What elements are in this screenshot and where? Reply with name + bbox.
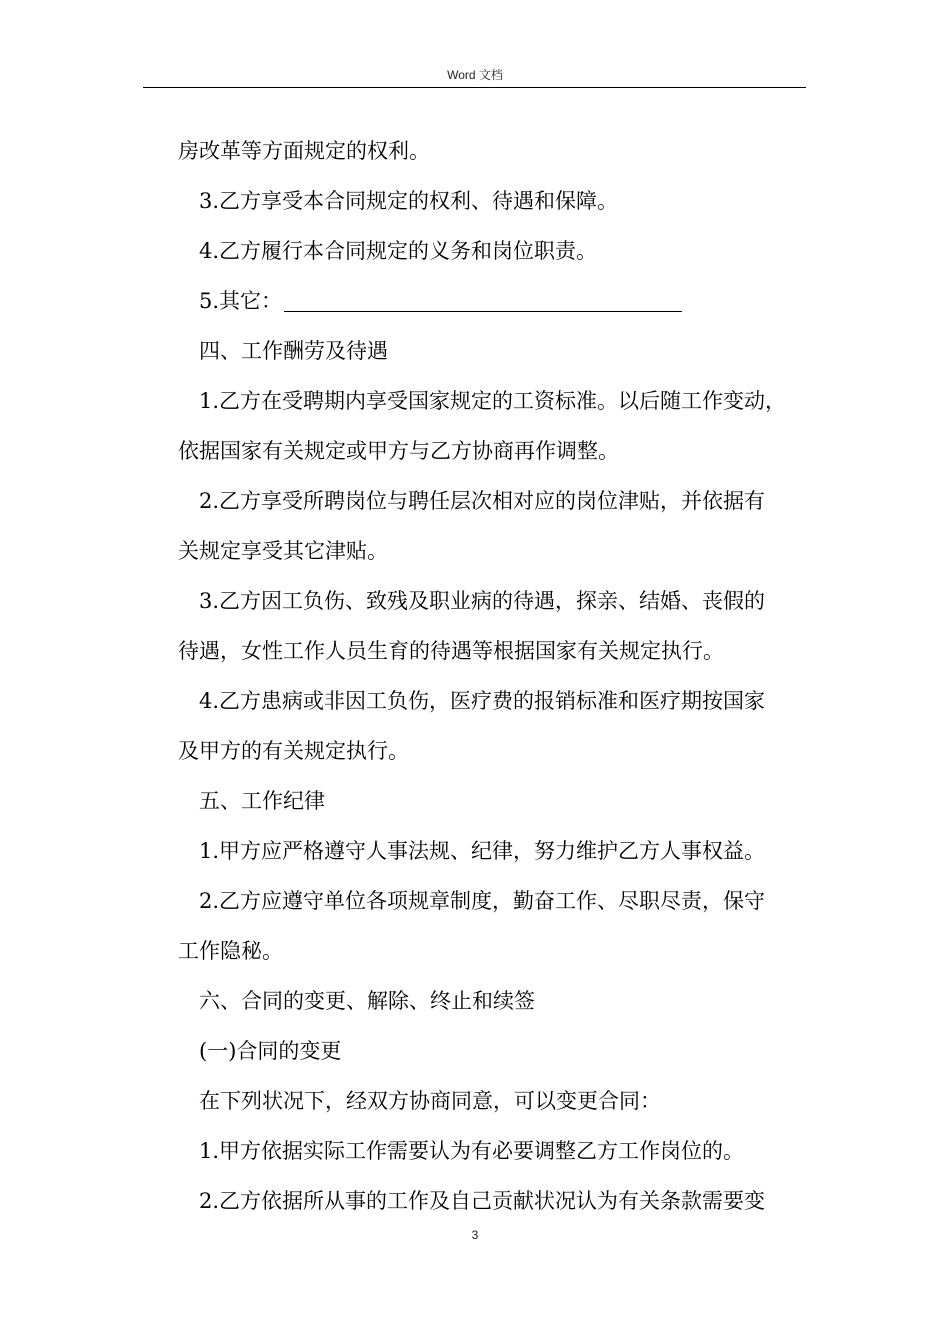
text-line-content: 3.乙方享受本合同规定的权利、待遇和保障。: [199, 189, 619, 213]
header-divider: [143, 87, 806, 88]
text-line: [178, 226, 808, 276]
text-line: [178, 726, 808, 776]
text-line: [178, 126, 808, 176]
text-line: [178, 976, 808, 1026]
text-line: [178, 876, 808, 926]
text-line-content: 工作隐秘。: [178, 939, 283, 963]
text-line-content: 四、工作酬劳及待遇: [199, 339, 388, 363]
text-line: [178, 326, 808, 376]
text-line: [178, 1026, 808, 1076]
text-line-content: 房改革等方面规定的权利。: [178, 139, 430, 163]
text-line-content: 待遇，女性工作人员生育的待遇等根据国家有关规定执行。: [178, 639, 724, 663]
text-line: [178, 926, 808, 976]
text-line-content: 五、工作纪律: [199, 789, 325, 813]
text-line: [178, 826, 808, 876]
text-line: [178, 476, 808, 526]
text-line-content: 1.甲方应严格遵守人事法规、纪律，努力维护乙方人事权益。: [199, 839, 766, 863]
text-line-content: 2.乙方享受所聘岗位与聘任层次相对应的岗位津贴，并依据有: [199, 489, 766, 513]
text-line: [178, 676, 808, 726]
text-line-content: 及甲方的有关规定执行。: [178, 739, 409, 763]
document-body: [178, 126, 808, 1226]
text-line-content: 5.其它：: [199, 289, 283, 313]
text-line-content: (一)合同的变更: [199, 1039, 342, 1063]
text-line: [178, 426, 808, 476]
fill-in-blank-line: [284, 311, 682, 312]
text-line: [178, 526, 808, 576]
text-line: [178, 1176, 808, 1226]
text-line-content: 六、合同的变更、解除、终止和续签: [199, 989, 535, 1013]
text-line-content: 依据国家有关规定或甲方与乙方协商再作调整。: [178, 439, 619, 463]
text-line-content: 2.乙方依据所从事的工作及自己贡献状况认为有关条款需要变: [199, 1189, 766, 1213]
text-line: [178, 1126, 808, 1176]
text-line-content: 4.乙方患病或非因工负伤，医疗费的报销标准和医疗期按国家: [199, 689, 766, 713]
text-line-content: 1.乙方在受聘期内享受国家规定的工资标准。以后随工作变动，: [199, 389, 787, 413]
text-line: [178, 276, 808, 326]
text-line-content: 2.乙方应遵守单位各项规章制度，勤奋工作、尽职尽责，保守: [199, 889, 766, 913]
text-line: [178, 626, 808, 676]
text-line-content: 3.乙方因工负伤、致残及职业病的待遇，探亲、结婚、丧假的: [199, 589, 766, 613]
text-line: [178, 576, 808, 626]
text-line: [178, 376, 808, 426]
page-number: 3: [471, 1228, 479, 1242]
page-header: Word 文档: [447, 68, 503, 82]
text-line-content: 关规定享受其它津贴。: [178, 539, 388, 563]
text-line: [178, 1076, 808, 1126]
text-line: [178, 176, 808, 226]
text-line: [178, 776, 808, 826]
text-line-content: 1.甲方依据实际工作需要认为有必要调整乙方工作岗位的。: [199, 1139, 745, 1163]
text-line-content: 在下列状况下，经双方协商同意，可以变更合同：: [199, 1089, 661, 1113]
text-line-content: 4.乙方履行本合同规定的义务和岗位职责。: [199, 239, 598, 263]
